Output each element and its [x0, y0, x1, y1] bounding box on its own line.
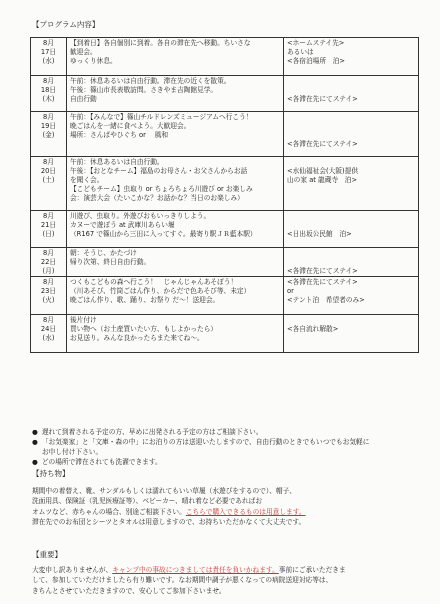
date-day: 20日 — [40, 167, 57, 175]
schedule-date — [31, 248, 67, 277]
date-weekday: (火) — [42, 296, 55, 304]
important-section — [32, 550, 346, 596]
schedule-stay — [284, 76, 419, 112]
schedule-activities — [67, 157, 284, 211]
date-day: 17日 — [40, 48, 57, 56]
schedule-date — [31, 157, 67, 211]
schedule-stay — [284, 38, 419, 76]
activity-line: ゆっくり休息。 — [70, 57, 117, 65]
bullet-icon: ● — [32, 438, 38, 446]
schedule-activities — [67, 248, 284, 277]
activity-line: 晩ごはんを一緒に食べよう。大歓迎会。 — [70, 122, 191, 130]
date-weekday: (水) — [42, 334, 55, 342]
activity-line: 【こどもチーム】虫取り or ちょろちょろ川遊び or お楽しみ — [70, 185, 253, 193]
activity-line: 晩ごはん作り、歌、踊り、お祭り だ～！送迎会。 — [70, 296, 220, 304]
activity-line: 午前：休息あるいは自由行動。 — [70, 158, 164, 166]
date-day: 21日 — [40, 221, 57, 229]
stay-line — [287, 212, 415, 221]
important-title: 【重要】 — [32, 550, 62, 559]
activity-line: カヌーで遊ぼう at 武庫川あらい堰 — [70, 221, 175, 229]
schedule-stay — [284, 112, 419, 157]
date-month: 8月 — [43, 212, 54, 220]
stay-line — [287, 77, 415, 86]
date-weekday: (土) — [42, 176, 55, 184]
note-text: 「お気楽家」と「文庫・森の中」にお泊りの方は送迎いたしますので、自由行動のときでもいつでもお気軽に — [41, 438, 370, 446]
activity-line: 自由行動 — [70, 95, 97, 103]
important-text: 事前にご承いただきま — [278, 565, 346, 574]
stay-line: <水仙福祉会(大阪)提供 — [287, 167, 359, 175]
note-text: 遅れて到着される予定の方、早めに出発される予定の方はご相談下さい。 — [41, 428, 263, 436]
schedule-activities — [67, 277, 284, 315]
stay-line: <各滞在先にてステイ> — [287, 267, 358, 275]
date-day: 23日 — [40, 287, 57, 295]
activity-line: 午前：【みんなで】篠山チルドレンズミュージアムへ行こう！ — [70, 113, 253, 121]
date-month: 8月 — [43, 77, 54, 85]
date-month: 8月 — [43, 158, 54, 166]
stay-line — [287, 86, 415, 95]
activity-line: 帰り次第、終日自由行動。 — [70, 258, 151, 266]
schedule-date — [31, 277, 67, 315]
schedule-row — [31, 277, 419, 315]
date-month: 8月 — [43, 249, 54, 257]
note-text: お申し付け下さい。 — [42, 448, 103, 456]
schedule-date — [31, 112, 67, 157]
activity-line: つくもこどもの森へ行こう！ じゃんじゃんあそぼう！ — [70, 278, 238, 286]
date-month: 8月 — [43, 316, 54, 324]
important-line: して、参加していただけましたら有り難いです。なお期間中調子が悪くなっての病院送迎対応等は、 — [32, 576, 333, 584]
stay-line — [287, 221, 415, 230]
date-weekday: (木) — [42, 95, 55, 103]
stay-line: <ホームステイ先> — [287, 39, 345, 47]
schedule-activities — [67, 112, 284, 157]
stay-line: <各滞在先にてステイ> — [287, 278, 358, 286]
belongings-highlight: こちらで購入できるものは用意します。 — [185, 507, 306, 516]
bullet-icon: ● — [32, 428, 38, 436]
activity-line: 会：演芸大会（たいこかな？お話かな？当日のお楽しみ） — [70, 194, 244, 202]
activity-line: 場所：さんぱやひぐち or 風和 — [70, 131, 169, 139]
schedule-activities — [67, 315, 284, 353]
stay-line — [287, 131, 415, 140]
stay-line: or — [287, 287, 294, 295]
belongings-text: オムツなど、赤ちゃんの場合、別途ご相談下さい。 — [32, 507, 186, 516]
note-item — [32, 447, 369, 457]
activity-line: 午後：【おとなチーム】福島のお母さん・お父さんからお話 — [70, 167, 248, 175]
schedule-row — [31, 248, 419, 277]
schedule-stay — [284, 157, 419, 211]
activity-line: お見送り。みんな良かったらまた来てね～。 — [70, 334, 204, 342]
important-text: 大変申し訳ありませんが、 — [32, 565, 113, 574]
schedule-row — [31, 76, 419, 112]
activity-line: （川あそび、竹筒ごはん作り、からだで色あそび等、未定） — [70, 287, 251, 295]
note-text: どの場所で滞在されても洗濯できます。 — [41, 458, 162, 466]
stay-line: あるいは — [287, 48, 314, 56]
date-month: 8月 — [43, 39, 54, 47]
date-day: 24日 — [40, 325, 57, 333]
program-header: 【プログラム内容】 — [32, 20, 100, 29]
stay-line — [287, 258, 415, 267]
note-item — [32, 437, 369, 447]
belongings-section — [32, 469, 306, 528]
schedule-row — [31, 211, 419, 248]
date-weekday: (日) — [42, 230, 55, 238]
date-day: 22日 — [40, 258, 57, 266]
activity-line: 後片付け — [70, 316, 97, 324]
schedule-stay — [284, 315, 419, 353]
activity-line: 午前：休息あるいは自由行動。滞在先の近くを散策。 — [70, 77, 231, 85]
activity-line: 買い物へ（お土産買いたい方、もしよかったら） — [70, 325, 218, 333]
date-month: 8月 — [43, 113, 54, 121]
date-day: 19日 — [40, 122, 57, 130]
schedule-body — [31, 38, 419, 353]
stay-line: <各滞在先にてステイ> — [287, 95, 358, 103]
date-weekday: (水) — [42, 57, 55, 65]
important-line: きちんとさせていただきますので、安心してご参加下さいませ。 — [32, 586, 226, 595]
bullet-icon: ● — [32, 458, 38, 466]
stay-line — [287, 316, 415, 325]
belongings-line: 滞在先でのお布団とシーツとタオルは用意しますので、お持ちいただかなくて大丈夫です。 — [32, 518, 306, 526]
stay-line: <テント泊 希望者のみ> — [287, 296, 365, 304]
schedule-activities — [67, 211, 284, 248]
stay-line: <日出坂公民館 泊> — [287, 230, 352, 238]
schedule-stay — [284, 277, 419, 315]
stay-line: 山の家 at 龍蔵寺 泊> — [287, 176, 358, 184]
date-weekday: (金) — [42, 131, 55, 139]
belongings-line — [32, 507, 306, 518]
belongings-line: 期間中の着替え、靴、サンダルもしくは濡れてもいい草履（水遊びをするので）、帽子、 — [32, 486, 296, 495]
stay-line: <各自流れ解散> — [287, 325, 339, 333]
stay-line — [287, 122, 415, 131]
note-item — [32, 427, 369, 437]
stay-line — [287, 158, 415, 167]
schedule-activities — [67, 38, 284, 76]
schedule-date — [31, 76, 67, 112]
schedule-date — [31, 38, 67, 76]
schedule-date — [31, 315, 67, 353]
activity-line: を聞く会。 — [70, 176, 104, 184]
stay-line: <各滞在先にてステイ> — [287, 140, 358, 148]
activity-line: 【到着日】各自個別に到着。各自の滞在先へ移動。ちいさな — [70, 39, 251, 47]
date-day: 18日 — [40, 86, 57, 94]
date-weekday: (月) — [42, 267, 55, 275]
stay-line — [287, 113, 415, 122]
activity-line: 川遊び、虫取り。外遊びおもいっきりしよう。 — [70, 212, 211, 220]
stay-line — [287, 249, 415, 258]
activity-line: 朝：そうじ、かたづけ — [70, 249, 137, 257]
important-disclaimer: キャンプ中の事故につきましては責任を負いかねます。 — [112, 565, 279, 574]
schedule-row — [31, 38, 419, 76]
note-item — [32, 457, 369, 467]
activity-line: （R167 で篠山から三田に入ってすぐ。最寄り駅ＪＲ藍本駅） — [70, 230, 257, 238]
activity-line: 午後：篠山市長表敬訪問。さきやま吉陶館見学。 — [70, 86, 218, 94]
belongings-title: 【持ち物】 — [32, 469, 70, 478]
notes-list — [32, 427, 369, 467]
schedule-stay — [284, 248, 419, 277]
schedule-table — [30, 37, 419, 353]
stay-line: <各宿泊場所 泊> — [287, 57, 346, 65]
date-month: 8月 — [43, 278, 54, 286]
activity-line: 歓迎会。 — [70, 48, 97, 56]
schedule-date — [31, 211, 67, 248]
schedule-row — [31, 157, 419, 211]
important-line — [32, 565, 346, 576]
schedule-row — [31, 112, 419, 157]
schedule-activities — [67, 76, 284, 112]
schedule-stay — [284, 211, 419, 248]
belongings-line: 洗面用具、保険証（乳児医療証等）、ベビーカー、晴れ着など必要であればお — [32, 497, 263, 505]
schedule-row — [31, 315, 419, 353]
